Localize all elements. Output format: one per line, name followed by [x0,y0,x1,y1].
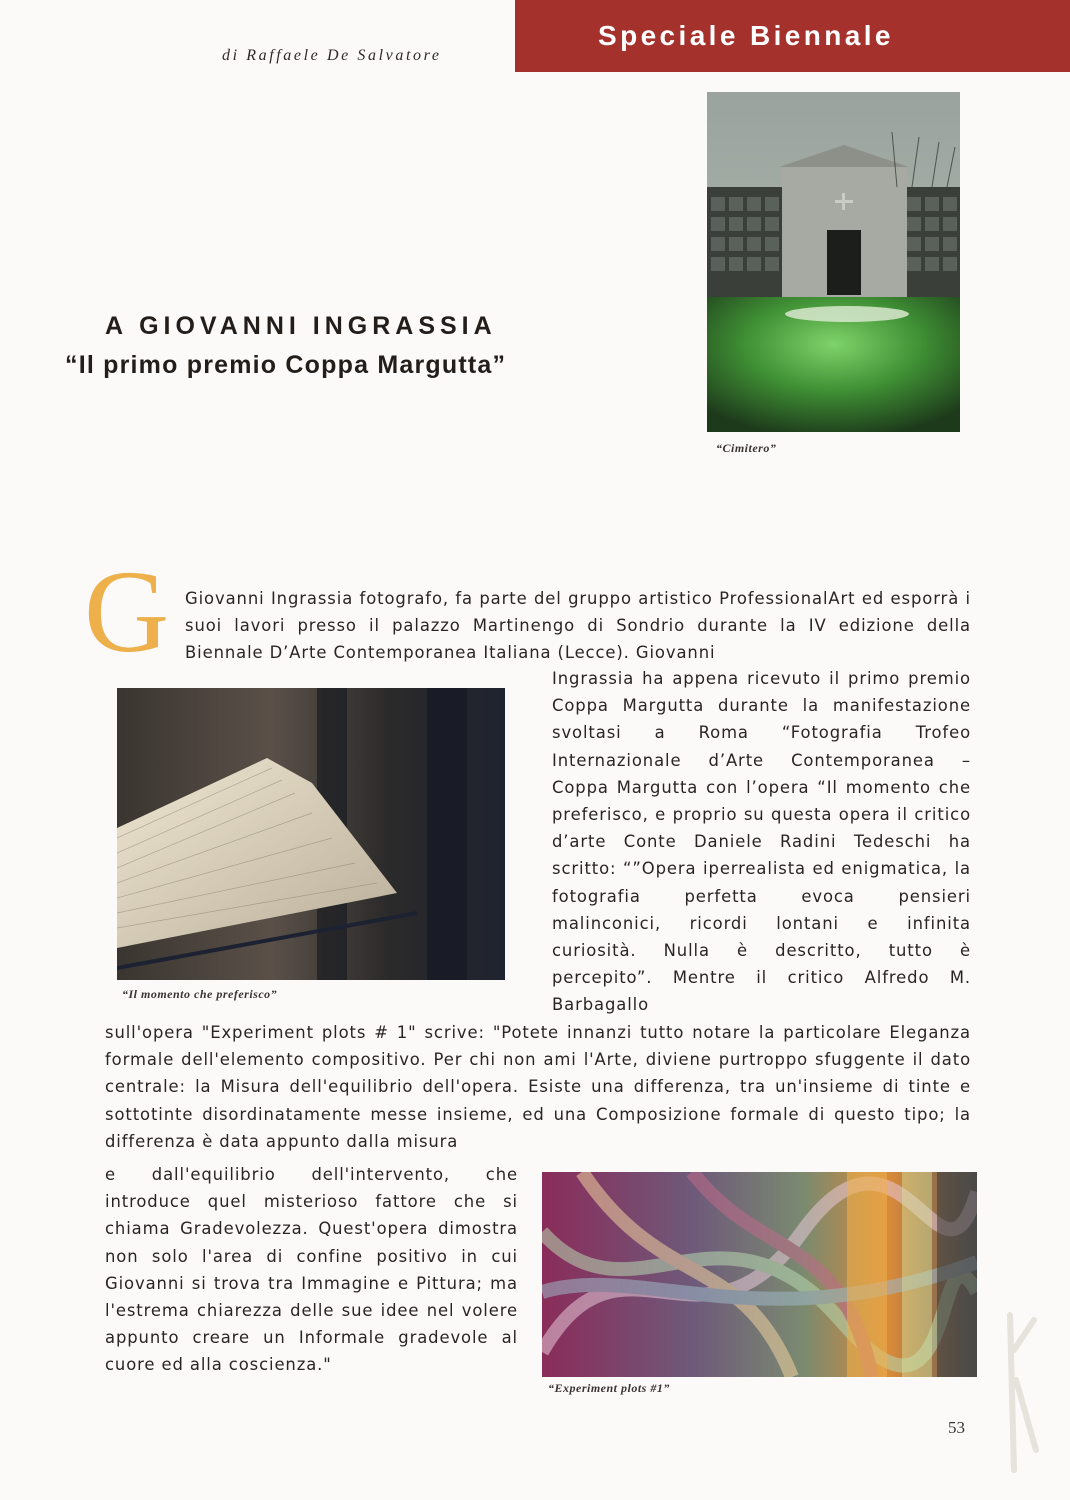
section-title: Speciale Biennale [598,20,894,51]
caption-il-momento: “Il momento che preferisco” [122,987,278,1001]
photo-il-momento [117,688,505,980]
photo-cimitero [707,92,960,432]
article-subtitle: “Il primo premio Coppa Margutta” [65,351,507,379]
caption-cimitero: “Cimitero” [716,441,777,455]
drop-cap: G [84,546,170,677]
article-title: A GIOVANNI INGRASSIA [105,312,497,340]
photo-experiment-plots [542,1172,977,1377]
caption-experiment-plots: “Experiment plots #1” [548,1381,670,1395]
paragraph-conclusion: e dall'equilibrio dell'intervento, che introduce quel misterioso fattore che si chiama Gradevolezza. Quest'opera dimostra non solo l'area di confine positivo in cui Giovanni si trova tra Immagine e Pittura; ma l'estrema chiarezza delle sue idee nel volere appunto creare un Informale gradevole al cuore ed alla coscienza." [105,1165,518,1375]
scan-mark [1000,1310,1040,1480]
paragraph-intro: Giovanni Ingrassia fotografo, fa parte del gruppo artistico ProfessionalArt ed esporrà i suoi lavori presso il palazzo Martinengo di Sondrio durante la IV edizione della Biennale D’Arte Contemporanea Italiana (Lecce). Giovanni [185,589,971,663]
page-number: 53 [948,1418,965,1437]
paragraph-critique: sull'opera "Experiment plots # 1" scrive: "Potete innanzi tutto notare la particolare Eleganza formale dell'elemento compositivo. Per chi non ami l'Arte, diviene purtroppo sfuggente il dato centrale: la Misura dell'equilibrio dell'opera. Esiste una differenza, tra un'insieme di tinte e sottotinte disordinatamente messe insieme, ed una Composizione formale di questo tipo; la differenza è data appunto dalla misura [105,1023,971,1151]
paragraph-award: Ingrassia ha appena ricevuto il primo premio Coppa Margutta durante la manifestazione svoltasi a Roma “Fotografia Trofeo Internazionale d’Arte Contemporanea – Coppa Margutta con l’opera “Il momento che preferisco, e proprio su questa opera il critico d’arte Conte Daniele Radini Tedeschi ha scritto: “”Opera iperrealista ed enigmatica, la fotografia perfetta evoca pensieri malinconici, ricordi lontani e infinita curiosità. Nulla è descritto, tutto è percepito”. Mentre il critico Alfredo M. Barbagallo [552,669,971,1015]
byline: di Raffaele De Salvatore [222,47,442,64]
